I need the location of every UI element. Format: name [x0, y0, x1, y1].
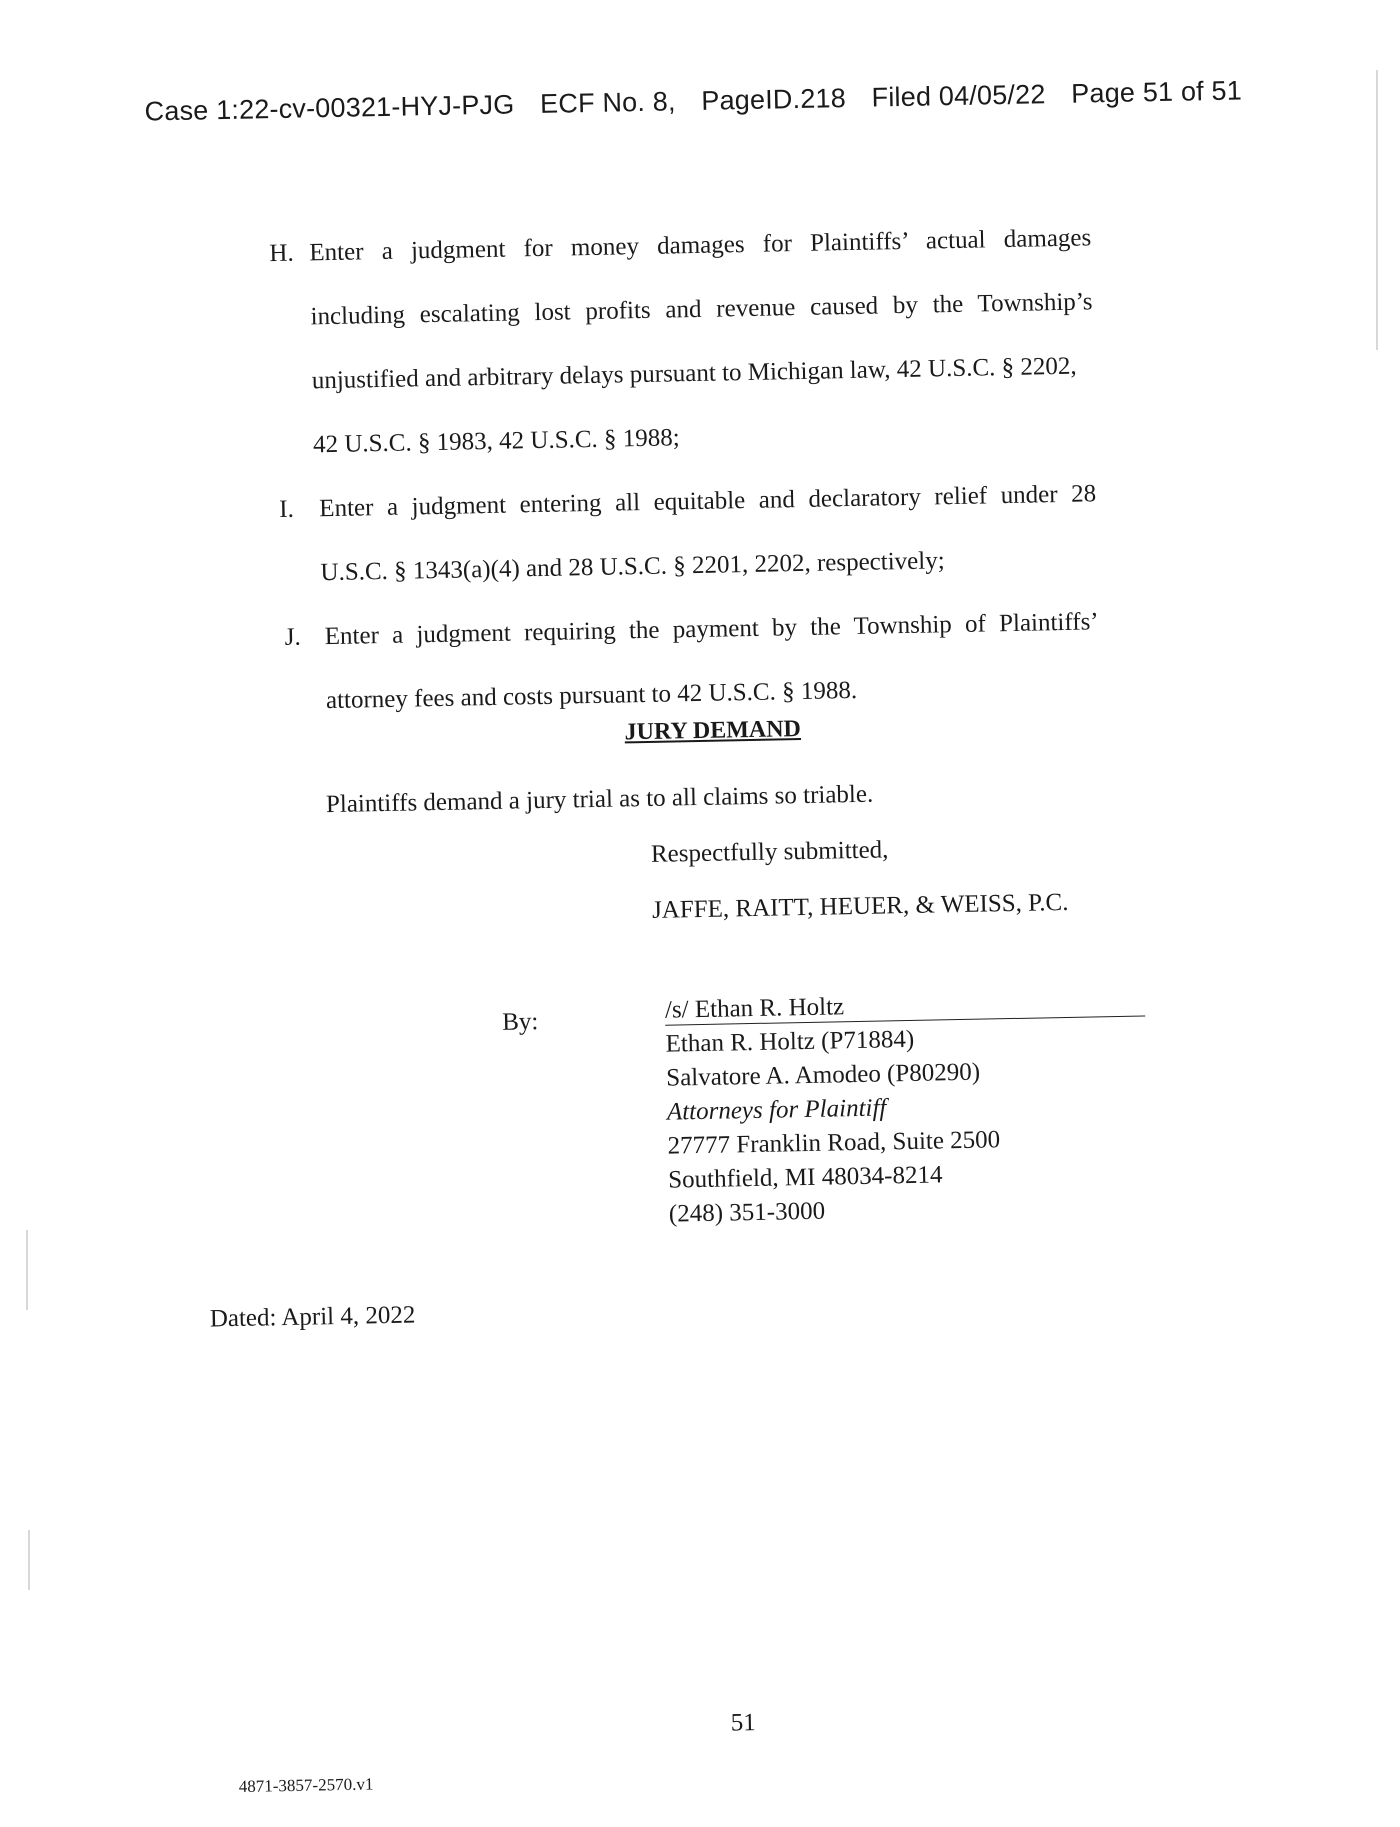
item-h-line-2: including escalating lost profits and revenue caused by the Township’s — [310, 288, 1093, 331]
phone-number: (248) 351-3000 — [668, 1197, 826, 1228]
electronic-signature: /s/ Ethan R. Holtz — [664, 993, 845, 1024]
address-city: Southfield, MI 48034-8214 — [667, 1161, 943, 1194]
attorney-role: Attorneys for Plaintiff — [666, 1094, 887, 1126]
attorney-name-2: Salvatore A. Amodeo (P80290) — [666, 1058, 981, 1092]
document-id: 4871-3857-2570.v1 — [238, 1774, 374, 1797]
item-h-line-1: Enter a judgment for money damages for Plaintiffs’ actual damages — [309, 224, 1092, 267]
attorney-name-1: Ethan R. Holtz (P71884) — [665, 1025, 915, 1058]
item-h-line-3: unjustified and arbitrary delays pursuant to Michigan law, 42 U.S.C. § 2202, — [311, 352, 1077, 395]
item-j-line-2: attorney fees and costs pursuant to 42 U.S.C. § 1988. — [325, 676, 858, 715]
header-filed-date: Filed 04/05/22 — [871, 79, 1046, 113]
firm-name: JAFFE, RAITT, HEUER, & WEISS, P.C. — [651, 888, 1069, 924]
item-i-letter: I. — [279, 495, 295, 524]
header-page-id: PageID.218 — [701, 83, 847, 116]
jury-demand-text: Plaintiffs demand a jury trial as to all claims so triable. — [325, 780, 874, 819]
ecf-header — [144, 75, 1260, 127]
header-case-number: Case 1:22-cv-00321-HYJ-PJG — [144, 89, 515, 127]
item-i-line-1: Enter a judgment entering all equitable and declaratory relief under 28 — [319, 480, 1097, 523]
scan-edge-mark — [1376, 70, 1378, 350]
by-label: By: — [501, 1008, 539, 1036]
dated-line: Dated: April 4, 2022 — [209, 1301, 416, 1333]
closing-text: Respectfully submitted, — [650, 836, 889, 868]
header-page-count: Page 51 of 51 — [1070, 75, 1243, 109]
header-ecf-number: ECF No. 8, — [539, 86, 676, 119]
item-h-letter: H. — [269, 239, 294, 268]
scan-edge-mark — [26, 1230, 28, 1310]
item-i-line-2: U.S.C. § 1343(a)(4) and 28 U.S.C. § 2201, 2202, respectively; — [320, 547, 945, 587]
page-number: 51 — [730, 1709, 756, 1737]
item-h-line-4: 42 U.S.C. § 1983, 42 U.S.C. § 1988; — [312, 424, 680, 459]
item-j-letter: J. — [284, 623, 301, 651]
address-street: 27777 Franklin Road, Suite 2500 — [667, 1126, 1001, 1160]
scan-edge-mark — [28, 1530, 30, 1590]
item-j-line-1: Enter a judgment requiring the payment by the Township of Plaintiffs’ — [324, 608, 1099, 651]
jury-demand-heading: JURY DEMAND — [624, 716, 802, 746]
